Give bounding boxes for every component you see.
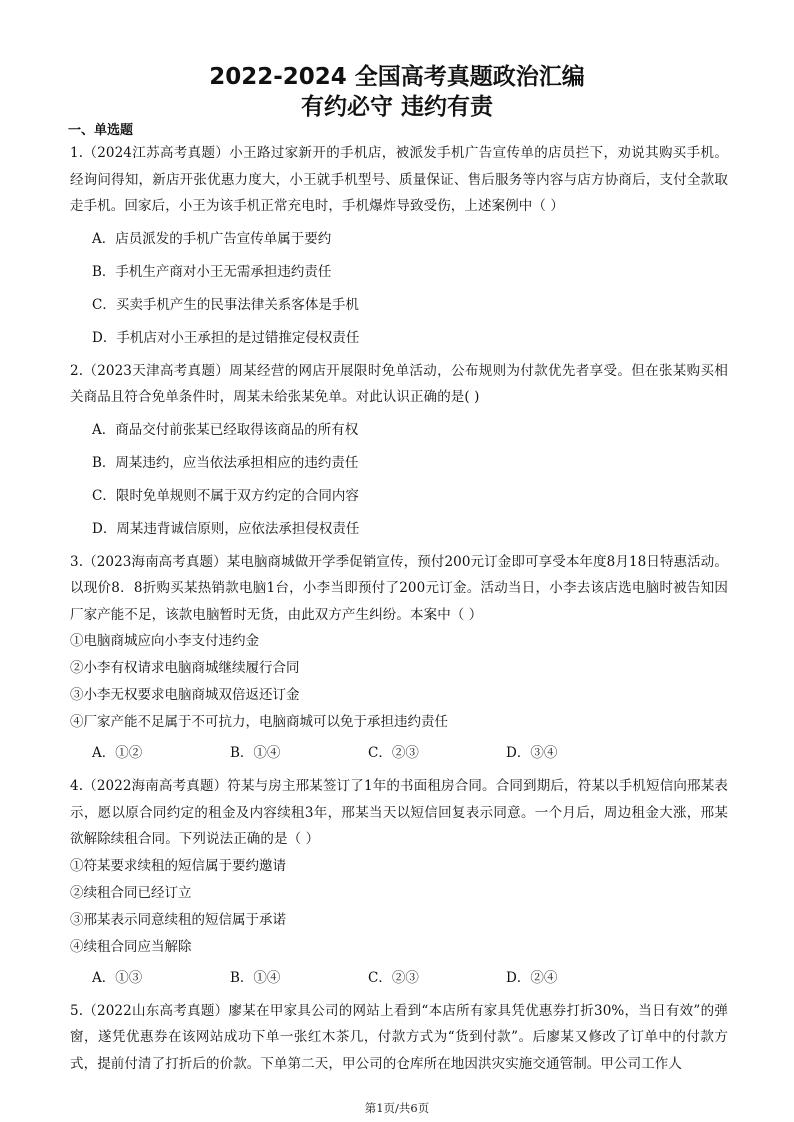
choice-d: D．③④ xyxy=(506,745,558,761)
option-c: C．买卖手机产生的民事法律关系客体是手机 xyxy=(92,296,359,313)
question-list xyxy=(70,140,728,1077)
statement-2: ②续租合同已经订立 xyxy=(70,884,192,901)
option-d: D．周某违背诚信原则，应依法承担侵权责任 xyxy=(92,520,360,537)
choice-b: B．①④ xyxy=(230,745,281,761)
page-footer: 第1页/共6页 xyxy=(364,1101,430,1115)
question-stem: 5.（2022山东高考真题）廖某在甲家具公司的网站上看到“本店所有家具凭优惠券打折30%，当日有效”的弹窗，遂凭优惠券在该网站成功下单一张红木茶几，付款方式为“货到付款”。后廖某又修改了订单中的付款方式，提前付清了打折后的价款。下单第二天，甲公司的仓库所在地因洪灾实施交通管制。甲公司工作人 xyxy=(70,1002,728,1072)
question-5 xyxy=(70,998,728,1078)
option-c: C．限时免单规则不属于双方约定的合同内容 xyxy=(92,487,359,504)
section-heading: 一、单选题 xyxy=(68,123,134,138)
choice-d: D．②④ xyxy=(506,969,558,986)
question-2 xyxy=(70,358,728,543)
choice-b: B．①④ xyxy=(230,969,281,986)
choice-row xyxy=(70,965,728,992)
option-a: A．店员派发的手机广告宣传单属于要约 xyxy=(92,230,332,247)
option-d: D．手机店对小王承担的是过错推定侵权责任 xyxy=(92,329,360,346)
statement-4: ④厂家产能不足属于不可抗力，电脑商城可以免于承担违约责任 xyxy=(70,714,448,730)
statement-3: ③小李无权要求电脑商城双倍返还订金 xyxy=(70,687,300,703)
statement-4: ④续租合同应当解除 xyxy=(70,938,192,955)
choice-a: A．①② xyxy=(92,745,143,761)
question-3 xyxy=(70,549,728,768)
choice-c: C．②③ xyxy=(368,969,419,986)
statement-2: ②小李有权请求电脑商城继续履行合同 xyxy=(70,660,300,676)
question-4 xyxy=(70,773,728,992)
choice-a: A．①③ xyxy=(92,969,143,986)
page-title: 2022-2024 全国高考真题政治汇编 xyxy=(209,64,585,90)
option-b: B．手机生产商对小王无需承担违约责任 xyxy=(92,263,332,280)
choice-row xyxy=(70,740,728,767)
page-subtitle: 有约必守 违约有责 xyxy=(300,94,493,120)
question-1 xyxy=(70,140,728,352)
choice-c: C．②③ xyxy=(368,745,419,761)
statement-1: ①符某要求续租的短信属于要约邀请 xyxy=(70,857,286,874)
question-stem: 4.（2022海南高考真题）符某与房主邢某签订了1年的书面租房合同。合同到期后，符某以手机短信向邢某表示，愿以原合同约定的租金及内容续租3年，邢某当天以短信回复表示同意。一个月后，周边租金大涨，邢某欲解除续租合同。下列说法正确的是（ ） xyxy=(70,778,728,847)
option-a: A．商品交付前张某已经取得该商品的所有权 xyxy=(92,421,359,438)
question-stem: 1.（2024江苏高考真题）小王路过家新开的手机店，被派发手机广告宣传单的店员拦下，劝说其购买手机。经询问得知，新店开张优惠力度大，小王就手机型号、质量保证、售后服务等内容与店方协商后，支付全款取走手机。回家后，小王为该手机正常充电时，手机爆炸导致受伤，上述案例中（ ） xyxy=(70,145,728,214)
option-b: B．周某违约，应当依法承担相应的违约责任 xyxy=(92,454,359,471)
statement-1: ①电脑商城应向小李支付违约金 xyxy=(70,633,259,649)
question-stem: 2.（2023天津高考真题）周某经营的网店开展限时免单活动，公布规则为付款优先者享受。但在张某购买相关商品且符合免单条件时，周某未给张某免单。对此认识正确的是( ) xyxy=(70,362,728,405)
statement-3: ③邢某表示同意续租的短信属于承诺 xyxy=(70,911,286,928)
question-stem: 3.（2023海南高考真题）某电脑商城做开学季促销宣传，预付200元订金即可享受本年度8月18日特惠活动。以现价8．8折购买某热销款电脑1台，小李当即预付了200元订金。活动当日，小李去该店选电脑时被告知因厂家产能不足，该款电脑暂时无货，由此双方产生纠纷。本案中（ ） xyxy=(70,553,728,623)
